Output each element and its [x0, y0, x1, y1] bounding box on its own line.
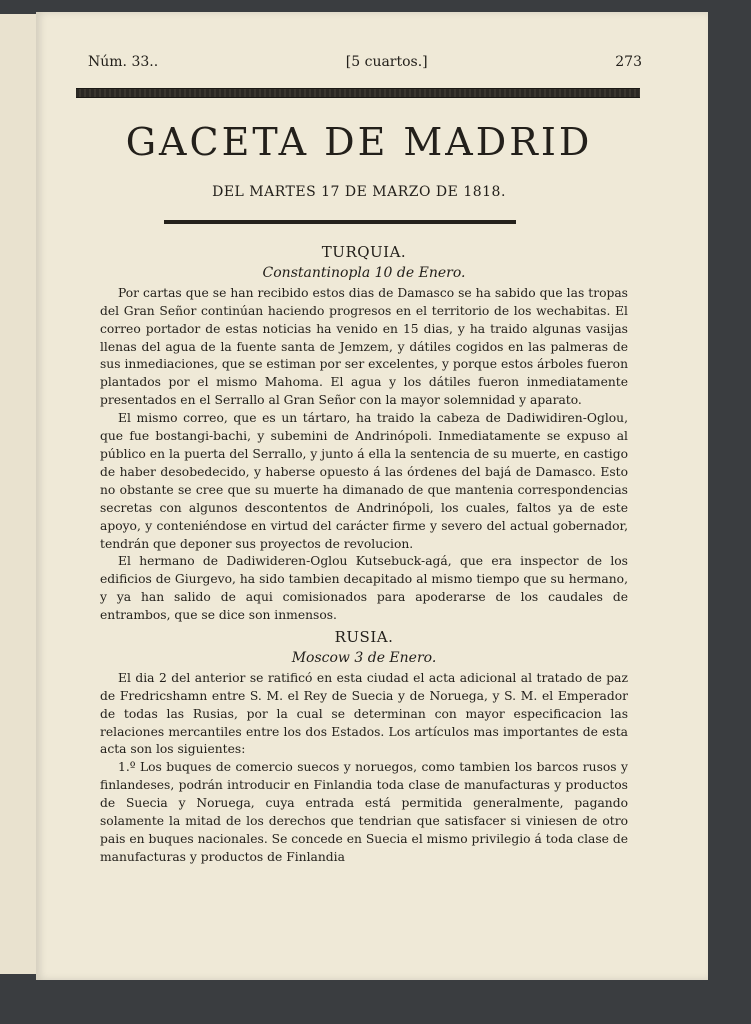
dateline-constantinopla: Constantinopla 10 de Enero. — [262, 264, 466, 281]
paragraph: Por cartas que se han recibido estos dias de Damasco se ha sabido que las tropas del Gran Señor continúan haciendo progresos en el territorio de los wechabitas. El correo portador de estas noticias ha venido en 15 dias, y ha traido algunas vasijas llenas del agua de la fuente santa de Jemzem, y dátiles cogidos en las palmeras de sus inmediaciones, que se estiman por ser excelentes, y porque estos árboles fueron plantados por el mismo Mahoma. El agua y los dátiles fueron inmediatamente presentados en el Serrallo al Gran Señor con la mayor solemnidad y aparato. — [100, 285, 628, 408]
section-heading-turquia: TURQUIA. — [321, 243, 407, 261]
page-header — [88, 54, 642, 70]
newspaper-title: GACETA DE MADRID — [125, 120, 593, 164]
issue-date: DEL MARTES 17 DE MARZO DE 1818. — [212, 184, 506, 200]
paragraph: El hermano de Dadiwideren-Oglou Kutsebuck-agá, que era inspector de los edificios de Giurgevo, ha sido tambien decapitado al mismo tiempo que su hermano, y ya han salido de aqui comisionados para apoderarse de los caudales de entrambos, que se dice son inmensos. — [100, 554, 628, 623]
paragraph: El dia 2 del anterior se ratificó en esta ciudad el acta adicional al tratado de paz de Fredricshamn entre S. M. el Rey de Suecia y de Noruega, y S. M. el Emperador de todas las Rusias, por la cual se determinan con mayor especificacion las relaciones mercantiles entre los dos Estados. Los artículos mas importantes de esta acta son los siguientes: — [100, 670, 628, 757]
page-number: 273 — [615, 54, 642, 70]
section-heading-rusia: RUSIA. — [334, 628, 394, 647]
masthead-rule — [76, 88, 640, 98]
paragraph: El mismo correo, que es un tártaro, ha traido la cabeza de Dadiwidiren-Oglou, que fue bostangi-bachi, y subemini de Andrinópoli. Inmediatamente se expuso al público en la puerta del Serrallo, y junto á ella la sentencia de su muerte, en castigo de haber desobedecido, y haberse opuesto á las órdenes del bajá de Damasco. Esto no obstante se cree que su muerte ha dimanado de que mantenia correspondencias secretas con algunos descontentos de Andrinópoli, los cuales, faltos ya de este apoyo, y conteniéndose en virtud del carácter firme y severo del actual gobernador, tendrán que deponer sus proyectos de revolucion. — [100, 411, 628, 551]
issue-number: Núm. 33.. — [88, 54, 159, 70]
newspaper-page — [36, 12, 708, 980]
article-body — [100, 242, 628, 867]
paragraph: 1.º Los buques de comercio suecos y noruegos, como tambien los barcos rusos y finlandeses, podrán introducir en Finlandia toda clase de manufacturas y productos de Suecia y Noruega, cuya entrada está permitida generalmente, pagando solamente la mitad de los derechos que tendrian que satisfacer si viniesen de otro pais en buques nacionales. Se concede en Suecia el mismo privilegio á toda clase de manufacturas y productos de Finlandia — [100, 760, 628, 864]
dateline-moscow: Moscow 3 de Enero. — [291, 649, 437, 666]
price: [5 cuartos.] — [345, 54, 428, 70]
left-page-edge — [0, 14, 37, 974]
date-rule — [164, 220, 516, 224]
